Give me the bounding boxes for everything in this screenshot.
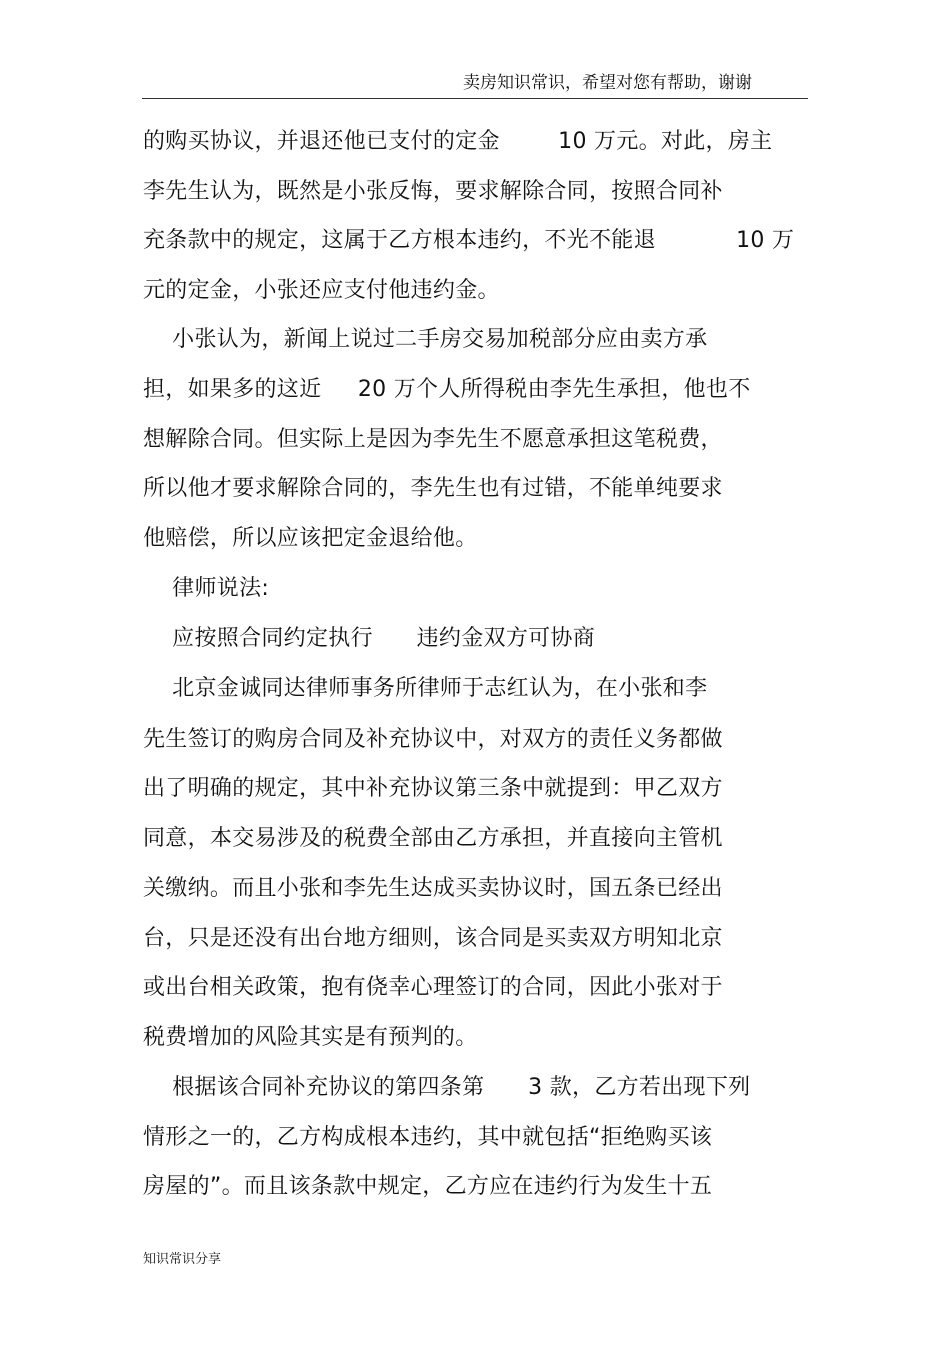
body-line: 根据该合同补充协议的第四条第 3 款，乙方若出现下列 [143, 1075, 751, 1100]
body-line: 李先生认为，既然是小张反悔，要求解除合同，按照合同补 [143, 179, 723, 204]
body-line: 的购买协议，并退还他已支付的定金 10 万元。对此，房主 [143, 129, 773, 154]
body-line: 税费增加的风险其实是有预判的。 [143, 1025, 478, 1050]
body-line: 关缴纳。而且小张和李先生达成买卖协议时，国五条已经出 [143, 876, 723, 901]
body-line: 想解除合同。但实际上是因为李先生不愿意承担这笔税费， [143, 427, 723, 452]
header-title: 卖房知识常识，希望对您有帮助，谢谢 [463, 73, 752, 93]
body-line: 他赔偿，所以应该把定金退给他。 [143, 526, 478, 551]
body-line: 担，如果多的这近 20 万个人所得税由李先生承担，他也不 [143, 377, 751, 402]
body-line: 台，只是还没有出台地方细则，该合同是买卖双方明知北京 [143, 926, 723, 951]
subheading: 应按照合同约定执行 违约金双方可协商 [143, 626, 596, 651]
body-line: 或出台相关政策，抱有侥幸心理签订的合同，因此小张对于 [143, 975, 723, 1000]
body-line: 充条款中的规定，这属于乙方根本违约，不光不能退 10 万 [143, 228, 795, 253]
body-line: 北京金诚同达律师事务所律师于志红认为，在小张和李 [143, 676, 708, 701]
body-line: 所以他才要求解除合同的，李先生也有过错，不能单纯要求 [143, 476, 723, 501]
body-line: 房屋的”。而且该条款中规定，乙方应在违约行为发生十五 [143, 1174, 713, 1199]
body-line: 先生签订的购房合同及补充协议中，对双方的责任义务都做 [143, 727, 723, 752]
body-line: 出了明确的规定，其中补充协议第三条中就提到：甲乙双方 [143, 776, 723, 801]
body-line: 元的定金，小张还应支付他违约金。 [143, 278, 500, 303]
section-heading: 律师说法: [143, 576, 270, 601]
page-header [142, 72, 808, 99]
body-line: 情形之一的，乙方构成根本违约，其中就包括“拒绝购买该 [143, 1125, 713, 1150]
body-line: 同意，本交易涉及的税费全部由乙方承担，并直接向主管机 [143, 826, 723, 851]
page-footer: 知识常识分享 [143, 1252, 222, 1267]
body-line: 小张认为，新闻上说过二手房交易加税部分应由卖方承 [143, 327, 708, 352]
